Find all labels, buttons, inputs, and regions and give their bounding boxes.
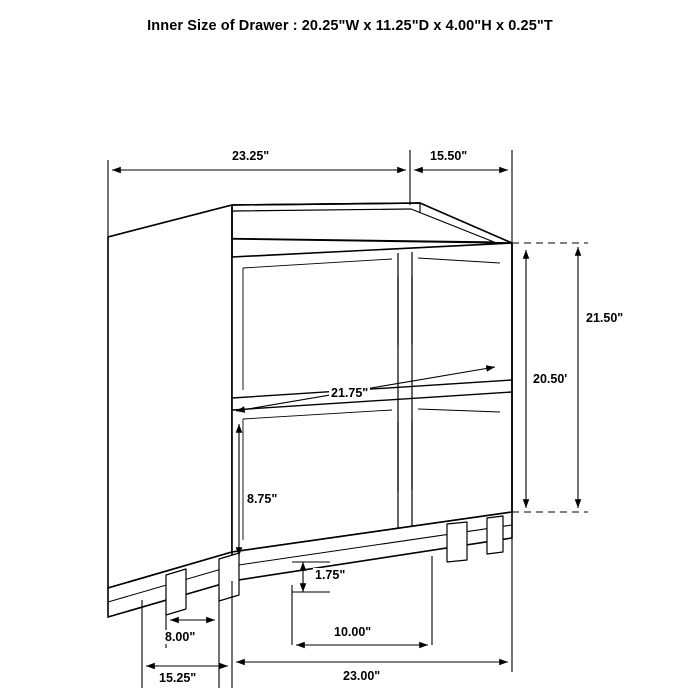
dim-label-foot-width: 8.00" — [165, 630, 196, 644]
dim-label-side-depth-top: 15.50" — [430, 149, 468, 163]
dim-label-front-width-top: 23.25" — [232, 149, 270, 163]
dim-label-drawer-front-width: 21.75" — [331, 386, 369, 400]
dim-label-overall-height: 21.50" — [586, 311, 624, 325]
dim-label-lower-drawer-height: 8.75" — [247, 492, 278, 506]
dim-label-foot-span: 10.00" — [334, 625, 372, 639]
page-title: Inner Size of Drawer : 20.25"W x 11.25"D x 4.00"H x 0.25"T — [147, 18, 553, 34]
dim-label-base-depth: 15.25" — [159, 671, 197, 685]
cabinet-body — [108, 203, 512, 617]
dim-label-plinth-height: 1.75" — [315, 568, 346, 582]
dim-label-cabinet-height: 20.50' — [533, 372, 568, 386]
dim-label-base-width: 23.00" — [343, 669, 381, 683]
